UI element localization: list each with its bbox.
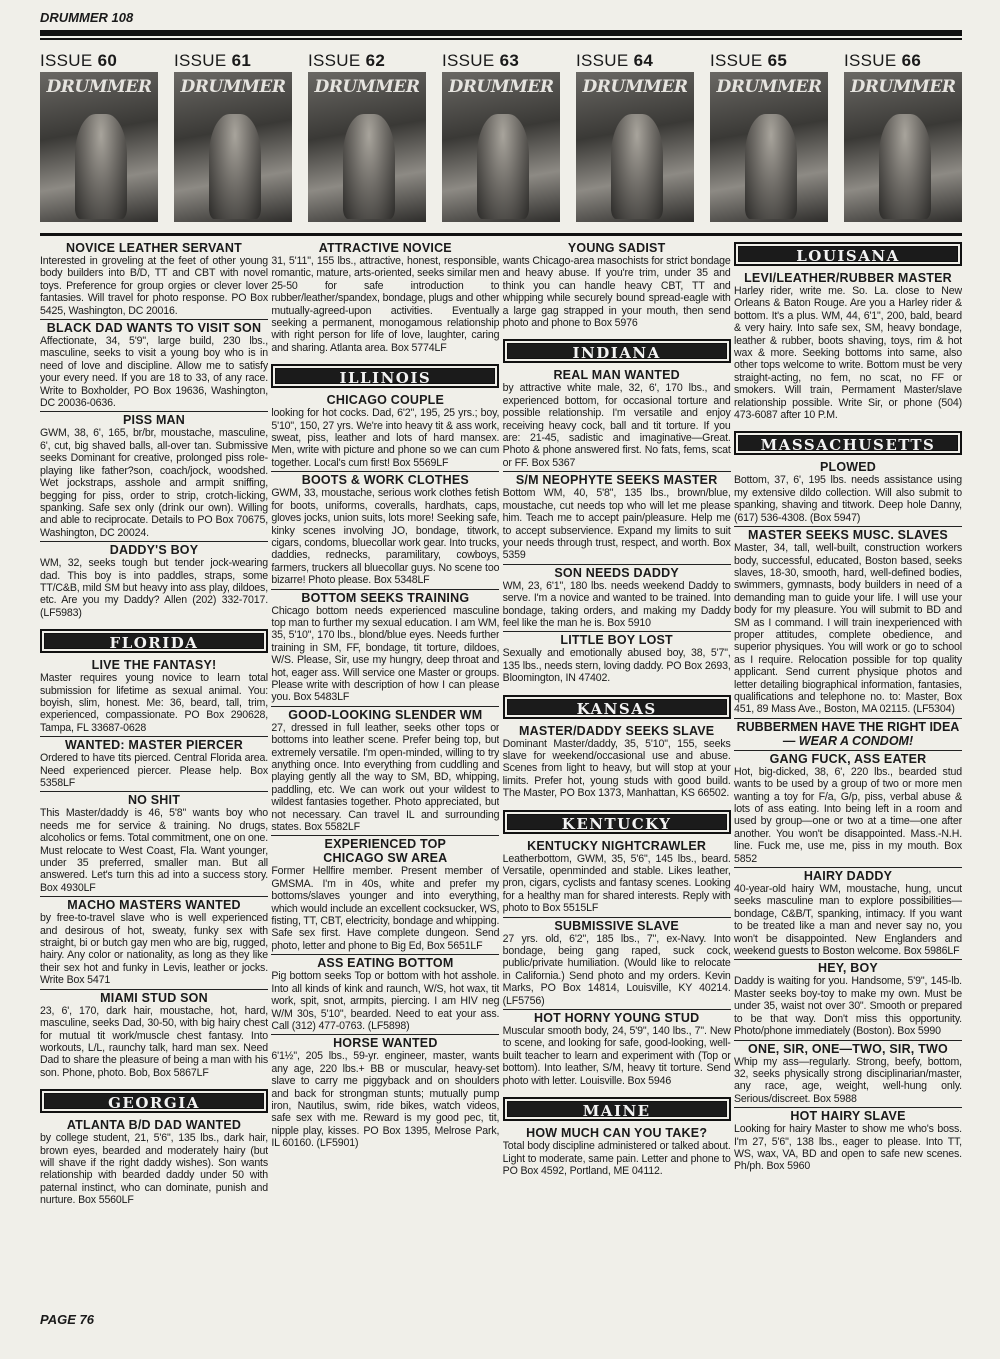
ad-headline: SUBMISSIVE SLAVE (554, 918, 679, 933)
issue-label: ISSUE 63 (442, 51, 520, 70)
classified-ad (503, 631, 731, 684)
classified-ad (40, 791, 268, 894)
state-heading: LOUISANA (734, 242, 962, 266)
ad-body: Looking for hairy Master to show me who's boss. I'm 27, 5'6", 138 lbs., eager to please. Into TT, WS, wax, VA, BD and open to safe new scenes. Ph/ph. Box 5960 (733, 1123, 962, 1173)
cover-model-figure (611, 114, 663, 219)
state-heading: KANSAS (503, 695, 731, 719)
classified-ad (271, 589, 499, 704)
ad-body: Hot, big-dicked, 38, 6', 220 lbs., bearded stud wants to be used by a group of two or more men wanting a toy for F/a, G/p, piss, verbal abuse & lots of ass eating. Into being left in a room and used by group—one or two at a time—one after another. You won't be disappointed. Mass.-N.H. line. Fuck me, use me, piss in my mouth. Box 5852 (733, 765, 962, 865)
ad-body: by attractive white male, 32, 6', 170 lbs., and experienced bottom, for occasional torture and possible relationship. I'm versatile and enjoy receiving heavy cock, ball and tit torture. If you are: 21-45, sadistic and imaginative—Great. Photo & phone answered first. No fats, fems, scat or FF. Box 5367 (502, 382, 731, 469)
ad-headline: SON NEEDS DADDY (554, 565, 679, 580)
ad-body: by college student, 21, 5'6", 135 lbs., dark hair, brown eyes, bearded and moderately hairy (but will shave if the right daddy wishes). Son wants relationship with bearded daddy under 50 with paternal instinct, who can dominate, punish and nurture. Box 5560LF (40, 1132, 268, 1207)
classified-ad (271, 392, 499, 469)
ad-body: Total body discipline administered or talked about. Light to moderate, same pain. Letter and phone to PO Box 4592, Portland, ME 04112. (502, 1140, 731, 1177)
cover-image (576, 72, 694, 222)
classified-ad (503, 723, 731, 800)
cover-masthead: DRUMMER (716, 77, 822, 97)
ad-headline: ONE, SIR, ONE—TWO, SIR, TWO (748, 1041, 948, 1056)
page-number: PAGE 76 (40, 1312, 94, 1327)
ad-headline: ASS EATING BOTTOM (317, 956, 454, 971)
section-rule (40, 233, 962, 236)
ad-body: 27 yrs. old, 6'2", 185 lbs., 7", ex-Navy. Into bondage, being gang raped, suck cock, public/private humiliation. (Would like to relocate in California.) Send photo and my orders. Kevin Marks, PO Box 14814, Louisville, KY 40214. (LF5756) (502, 932, 731, 1007)
ad-headline: REAL MAN WANTED (553, 368, 680, 383)
back-issue-cover[interactable] (576, 52, 694, 228)
back-issue-cover[interactable] (174, 52, 292, 228)
state-heading: FLORIDA (40, 629, 268, 653)
issue-label: ISSUE 65 (710, 51, 788, 70)
ad-headline: KENTUCKY NIGHTCRAWLER (527, 838, 707, 853)
state-heading: INDIANA (503, 339, 731, 363)
top-rule (40, 30, 962, 36)
classified-ad (271, 954, 499, 1032)
ad-body: Bottom WM, 40, 5'8", 135 lbs., brown/blue, moustache, cut needs top who will let me please him. Teach me to accept pain/pleasure. Help me to accept subservience. Expand my limits to suit your needs through trust, respect, and worth. Box 5359 (502, 487, 731, 562)
ad-body: Master requires young novice to learn total submission for lifetime as sexual animal. You: boyish, slim, honest. Me: 36, beard, tall, trim, experienced, compassionate. PO Box 290628, Tampa, FL 33687-0628 (40, 672, 268, 734)
ad-headline: HEY, BOY (818, 961, 878, 976)
classified-ad (271, 471, 499, 586)
classified-ad (271, 240, 499, 354)
ad-body: Affectionate, 34, 5'9", large build, 230 lbs., masculine, seeks to visit a young boy who is in need of love and discipline. Allow me to satisfy your every need. If you are 18 to 33, of any race. Write to Boxholder, PO Box 19636, Washington, DC 20036-0636. (40, 335, 268, 410)
back-issue-cover[interactable] (40, 52, 158, 228)
ad-headline: GOOD-LOOKING SLENDER WM (288, 707, 483, 722)
top-rule-thin (40, 38, 962, 40)
ad-body: Pig bottom seeks Top or bottom with hot asshole. Into all kinds of kink and raunch, W/S, hot wax, tit work, spit, snot, armpits, piercing. I am HIV neg W/M 30s, 5'10", bearded. Need to eat your ass. Call (312) 477-0763. (LF5898) (271, 970, 500, 1032)
ad-headline: MIAMI STUD SON (100, 990, 208, 1005)
ad-headline: YOUNG SADIST (567, 241, 666, 255)
cover-masthead: DRUMMER (180, 77, 286, 97)
cover-image (844, 72, 962, 222)
classified-ad (734, 526, 962, 716)
ad-body: Chicago bottom needs experienced masculine top man to further my sexual education. I am WM, 35, 5'10", 170 lbs., blond/blue eyes. Needs further training in SM, FF, bondage, tit torture, dildoes, W/S. Please, Sir, use my hungry, deep throat and hot, eager ass. Will service one Master or groups. Please write with description of how I can please you. Box 5483LF (271, 604, 500, 704)
ad-headline: WANTED: MASTER PIERCER (64, 738, 243, 753)
cover-masthead: DRUMMER (46, 77, 152, 97)
ad-headline: LITTLE BOY LOST (560, 633, 673, 648)
ad-body: Whip my ass—regularly. Strong, beefy, bottom, 32, seeks physically strong disciplinarian/master, any race, age, weight, well-hung only. Serious/discreet. Box 5988 (733, 1055, 962, 1105)
cover-masthead: DRUMMER (582, 77, 688, 97)
state-heading: MASSACHUSETTS (734, 431, 962, 455)
back-issue-cover[interactable] (844, 52, 962, 228)
ad-headline: BOOTS & WORK CLOTHES (301, 473, 469, 488)
classified-ad (503, 471, 731, 561)
classified-ad (734, 750, 962, 865)
ad-headline: HOW MUCH CAN YOU TAKE? (526, 1126, 708, 1141)
ad-headline: HOT HAIRY SLAVE (790, 1109, 906, 1124)
ad-body: Bottom, 37, 6', 195 lbs. needs assistance using my extensive dildo collection. Will also submit to spanking, shaving and titwork. Deep hole Danny, (617) 536-4308. (Box 5947) (733, 474, 962, 524)
ad-body: 40-year-old hairy WM, moustache, hung, uncut seeks masculine man to explore possibilities—bondage, C&B/T, spanking, intimacy. If you want to be treated like a man and never say no, you won't be disappointed. New Englanders and weekend guests to Boston welcome. Box 5986LF (733, 883, 962, 958)
classified-ad (271, 706, 499, 834)
classified-ad (40, 541, 268, 619)
ad-body: This Master/daddy is 46, 5'8" wants boy who needs me for service & training. No drugs, alcoholics or fems. Total commitment, one on one. Must relocate to West Coast, Fla. Want younger, under 35 preferred, smaller man. But all answered. Let's turn this ad into a success story. Box 4930LF (40, 807, 268, 894)
classified-ad (40, 1117, 268, 1206)
ad-body: 27, dressed in full leather, seeks other tops or bottoms into leather scene. Prefer being top, but extremely versatile. I'm open-minded, willing to try anything once. Into everything from cuddling and playing gently all the way to SM, BD, whipping, paddling, etc. We can work out your wildest to wildest fantasies together. Photo appreciated, but not necessary. Can travel IL and surrounding states. Box 5582LF (271, 721, 500, 834)
column-4 (734, 240, 962, 1300)
ad-body: Sexually and emotionally abused boy, 38, 5'7", 135 lbs., needs stern, loving daddy. PO Box 2693, Bloomington, IN 47402. (502, 647, 731, 685)
classified-ad (734, 1040, 962, 1106)
classified-ad (40, 896, 268, 986)
ad-body: 6'1½", 205 lbs., 59-yr. engineer, master, wants any age, 220 lbs.+ BB or muscular, heavy-set slave to carry me piggyback and on shoulders and back for strongman stunts; mutually pump iron, Nautilus, swim, ride bikes, watch videos, safe sex with me. Reward is my good pec, tit, nipple play, kisses. PO Box 1395, Melrose Park, IL 60160. (LF5901) (271, 1050, 500, 1150)
ad-headline: PISS MAN (122, 413, 186, 428)
ad-headline: CHICAGO COUPLE (326, 393, 445, 408)
ad-headline: DADDY'S BOY (109, 543, 199, 558)
issue-label: ISSUE 60 (40, 51, 118, 70)
back-issue-cover[interactable] (442, 52, 560, 228)
classified-ad (40, 319, 268, 409)
cover-model-figure (343, 114, 395, 219)
ad-body: GWM, 33, moustache, serious work clothes fetish for boots, uniforms, coveralls, hardhats, caps, gloves jocks, union suits, lots more! Seeking safe, kinky scenes involving JO, bondage, titwork, cigars, condoms, bluecollar work gear. Into trucks, daddies, rednecks, paramilitary, cowboys, farmers, truckers all bluecollar guys. No scene too bizarre! Photo please. Box 5348LF (271, 487, 500, 587)
ad-headline: LEVI/LEATHER/RUBBER MASTER (744, 271, 952, 285)
cover-image (442, 72, 560, 222)
ad-body: wants Chicago-area masochists for strict bondage and heavy abuse. If you're trim, under 35 and think you can handle heavy CBT, TT and whipping while securely bound spread-eagle with a large gag strapped in your mouth, then send photo and phone to Box 5976 (502, 255, 731, 330)
ad-headline: S/M NEOPHYTE SEEKS MASTER (515, 473, 718, 488)
state-heading: ILLINOIS (271, 364, 499, 388)
classified-ad (40, 411, 268, 539)
classified-ad (40, 989, 268, 1079)
ad-headline: PLOWED (819, 460, 877, 475)
cover-model-figure (75, 114, 127, 219)
issue-label: ISSUE 61 (174, 51, 252, 70)
classified-ad (734, 270, 962, 421)
cover-model-figure (879, 114, 931, 219)
state-heading: MAINE (503, 1097, 731, 1121)
ad-body: Interested in groveling at the feet of other young body builders into B/D, TT and CBT with novel toys. Preference for group orgies or clever lover fantasies. Will travel for photo response. PO Box 5425, Washington, DC 20016. (40, 255, 268, 317)
ad-body: Master, 34, tall, well-built, construction workers body, successful, educated, Boston based, seeks slaves, 18-30, smooth, hard, well-defined bodies, swimmers, gymnasts, body builders in need of a demanding man to guide your life. I will use your body for my pleasure. You will submit to BD and SM as I command. I will train inexperienced with proper attitudes, complete obedience, and superior physiques. You will work or go to school as I require. Relocation possible for top quality applicant. Send current physique photos and letter detailing biographical information, fantasies, qualifications and telephone no. to: Master, Box 451, 89 Mass Ave., Boston, MA 02115. (LF5304) (733, 542, 962, 716)
ad-headline: GANG FUCK, ASS EATER (769, 751, 927, 766)
classified-ad (40, 736, 268, 789)
ad-body: 31, 5'11", 155 lbs., attractive, honest, responsible, romantic, mature, arts-oriented, seeks similar men 25-50 for safe introduction to rubber/leather/spandex, bondage, plugs and other mutually-agreed-upon activities. Eventually seeking a permanent, monogamous relationship with right person for life of love, laughter, caring and sharing. Atlanta area. Box 5774LF (271, 255, 500, 354)
classified-ad (40, 240, 268, 317)
back-issues-strip (40, 52, 962, 228)
ad-body: Muscular smooth body, 24, 5'9", 140 lbs., 7". New to scene, and looking for safe, good-looking, well-built teacher to learn and experiment with (Top or bottom). Into leather, S/M, heavy tit torture. Send photo with letter. Louisville. Box 5946 (502, 1025, 731, 1087)
column-3 (503, 240, 731, 1300)
ad-headline: MASTER/DADDY SEEKS SLAVE (518, 723, 715, 738)
classified-ad (503, 240, 731, 329)
classified-ad (40, 657, 268, 734)
condom-notice-text: RUBBERMEN HAVE THE RIGHT IDEA— WEAR A CONDOM! (736, 719, 960, 748)
classified-columns (40, 240, 962, 1300)
condom-notice (734, 718, 962, 748)
ad-body: by free-to-travel slave who is well experienced and desirous of hot, sweaty, funky sex with straight, bi or butch gay men who are big, rugged, hairy. Any color or nationality, as long as they like their sex hot and funky in Levis, leather or jocks. Write Box 5471 (40, 912, 268, 987)
classified-ad (503, 1009, 731, 1087)
ad-body: WM, 32, seeks tough but tender jock-wearing dad. This boy is into paddles, straps, some TT/C&B, mild SM but heavy into ass play, dildoes, etc. Are you my Daddy? Allen (202) 332-7017. (LF5983) (40, 557, 268, 619)
state-heading: KENTUCKY (503, 810, 731, 834)
ad-headline: ATLANTA B/D DAD WANTED (66, 1118, 242, 1133)
ad-headline: NOVICE LEATHER SERVANT (66, 241, 242, 255)
ad-body: 23, 6', 170, dark hair, moustache, hot, hard, masculine, seeks Dad, 30-50, with big hairy chest for mutual tit work/muscle chest fantasy. Into workouts, L/L, raunchy talk, hard man sex. Need Dad to share the pleasure of being a man with his son. Phone, photo. Bob, Box 5867LF (40, 1004, 268, 1079)
ad-headline: HAIRY DADDY (803, 869, 893, 884)
column-2 (271, 240, 499, 1300)
cover-image (40, 72, 158, 222)
back-issue-cover[interactable] (710, 52, 828, 228)
ad-body: Leatherbottom, GWM, 35, 5'6", 145 lbs., beard. Versatile, openminded and stable. Likes leather, pron, cigars, cyclists and fantasy scenes. Looking for a healthy man for shared interests. Reply with photo to Box 5515LF (502, 852, 731, 915)
ad-body: Ordered to have tits pierced. Central Florida area. Need experienced piercer. Please help. Box 5358LF (40, 752, 268, 789)
ad-headline: BOTTOM SEEKS TRAINING (301, 590, 470, 605)
issue-label: ISSUE 66 (844, 51, 922, 70)
ad-headline: BLACK DAD WANTS TO VISIT SON (46, 321, 262, 336)
classified-ad (271, 835, 499, 952)
classified-ad (734, 1107, 962, 1173)
classified-ad (734, 867, 962, 957)
cover-image (710, 72, 828, 222)
classified-ad (734, 959, 962, 1037)
cover-image (174, 72, 292, 222)
classified-ad (503, 838, 731, 915)
ad-body: Former Hellfire member. Present member of GMSMA. I'm in 40s, white and prefer my bottoms/slaves younger and into everything, which would include an excellent cocksucker, WS, fisting, TT, CBT, electricity, bondage and whipping. Safe sex first. Have complete dungeon. Send photo, letter and phone to Big Ed, Box 5651LF (271, 865, 500, 952)
running-head: DRUMMER 108 (40, 10, 134, 25)
ad-body: Harley rider, write me. So. La. close to New Orleans & Baton Rouge. Are you a Harley rider & bottom. It's a plus. WM, 44, 6'1", 200, bald, beard & very hairy. Into safe sex, SM, heavy bondage, leather & rubber, boots shaving, toys, rim & hot wax & more. Seeking bottoms into same, also other tops welcome to write. Bottom must be very straight-acting, no fem, no scat, no FF or smokers. Will train, Permament Master/slave relationship possible. Write Sir, or phone (504) 473-6087 after 10 P.M. (733, 285, 962, 422)
ad-headline: MACHO MASTERS WANTED (67, 898, 241, 913)
ad-body: GWM, 38, 6', 165, br/br, moustache, masculine, 6', cut, big shaved balls, all-over tan. Submissive seeks Dominant for creative, prolonged piss role-playing like father?son, coach/jock, woodshed. Wet jockstraps, asshole and armpit sniffing, begging for piss, order to strip, crotch-licking, spanking. Safe sex only (drink our own). Willing and able to reciprocate. Details to PO Box 70675, Washington, DC 20024. (40, 427, 268, 539)
classified-ad (503, 1125, 731, 1177)
classified-ad (734, 459, 962, 524)
cover-masthead: DRUMMER (850, 77, 956, 97)
classified-ad (503, 367, 731, 469)
ad-headline: MASTER SEEKS MUSC. SLAVES (748, 528, 948, 543)
ad-headline: HOT HORNY YOUNG STUD (533, 1011, 700, 1026)
back-issue-cover[interactable] (308, 52, 426, 228)
column-1 (40, 240, 268, 1300)
ad-headline: EXPERIENCED TOP CHICAGO SW AREA (323, 837, 448, 866)
classified-ad (271, 1034, 499, 1149)
ad-headline: ATTRACTIVE NOVICE (318, 241, 452, 255)
ad-headline: NO SHIT (127, 793, 181, 808)
issue-label: ISSUE 64 (576, 51, 654, 70)
cover-masthead: DRUMMER (448, 77, 554, 97)
ad-body: WM, 23, 6'1", 180 lbs. needs weekend Daddy to serve. I'm a novice and wanted to be trained. Into bondage, taking orders, and making my Daddy feel like the man he is. Box 5910 (502, 579, 731, 629)
cover-model-figure (477, 114, 529, 219)
cover-image (308, 72, 426, 222)
state-heading: GEORGIA (40, 1089, 268, 1113)
ad-body: looking for hot cocks. Dad, 6'2", 195, 25 yrs.; boy, 5'10", 150, 27 yrs. We're into heavy tit & ass work, sweat, piss, leather and lots of hard mansex. Men, write with picture and phone so we can cum together. Local's cum first! Box 5569LF (271, 407, 500, 469)
classified-ad (503, 564, 731, 630)
ad-body: Daddy is waiting for you. Handsome, 5'9", 145-lb. Master seeks boy-toy to make my own. Must be under 35, waist not over 30". Smooth or prepared to be that way. Don't miss this opportunity. Photo/phone immediately (Boston). Box 5990 (733, 975, 962, 1038)
issue-label: ISSUE 62 (308, 51, 386, 70)
classified-ad (503, 917, 731, 1007)
ad-headline: LIVE THE FANTASY! (91, 658, 217, 673)
ad-headline: HORSE WANTED (333, 1036, 438, 1051)
ad-body: Dominant Master/daddy, 35, 5'10", 155, seeks slave for weekend/occasional use and abuse. Scenes from light to heavy, but will stop at your limits. Prefer hot, young studs with good build. The Master, PO Box 1373, Manhattan, KS 66502. (502, 737, 731, 800)
cover-model-figure (745, 114, 797, 219)
cover-model-figure (209, 114, 261, 219)
cover-masthead: DRUMMER (314, 77, 420, 97)
